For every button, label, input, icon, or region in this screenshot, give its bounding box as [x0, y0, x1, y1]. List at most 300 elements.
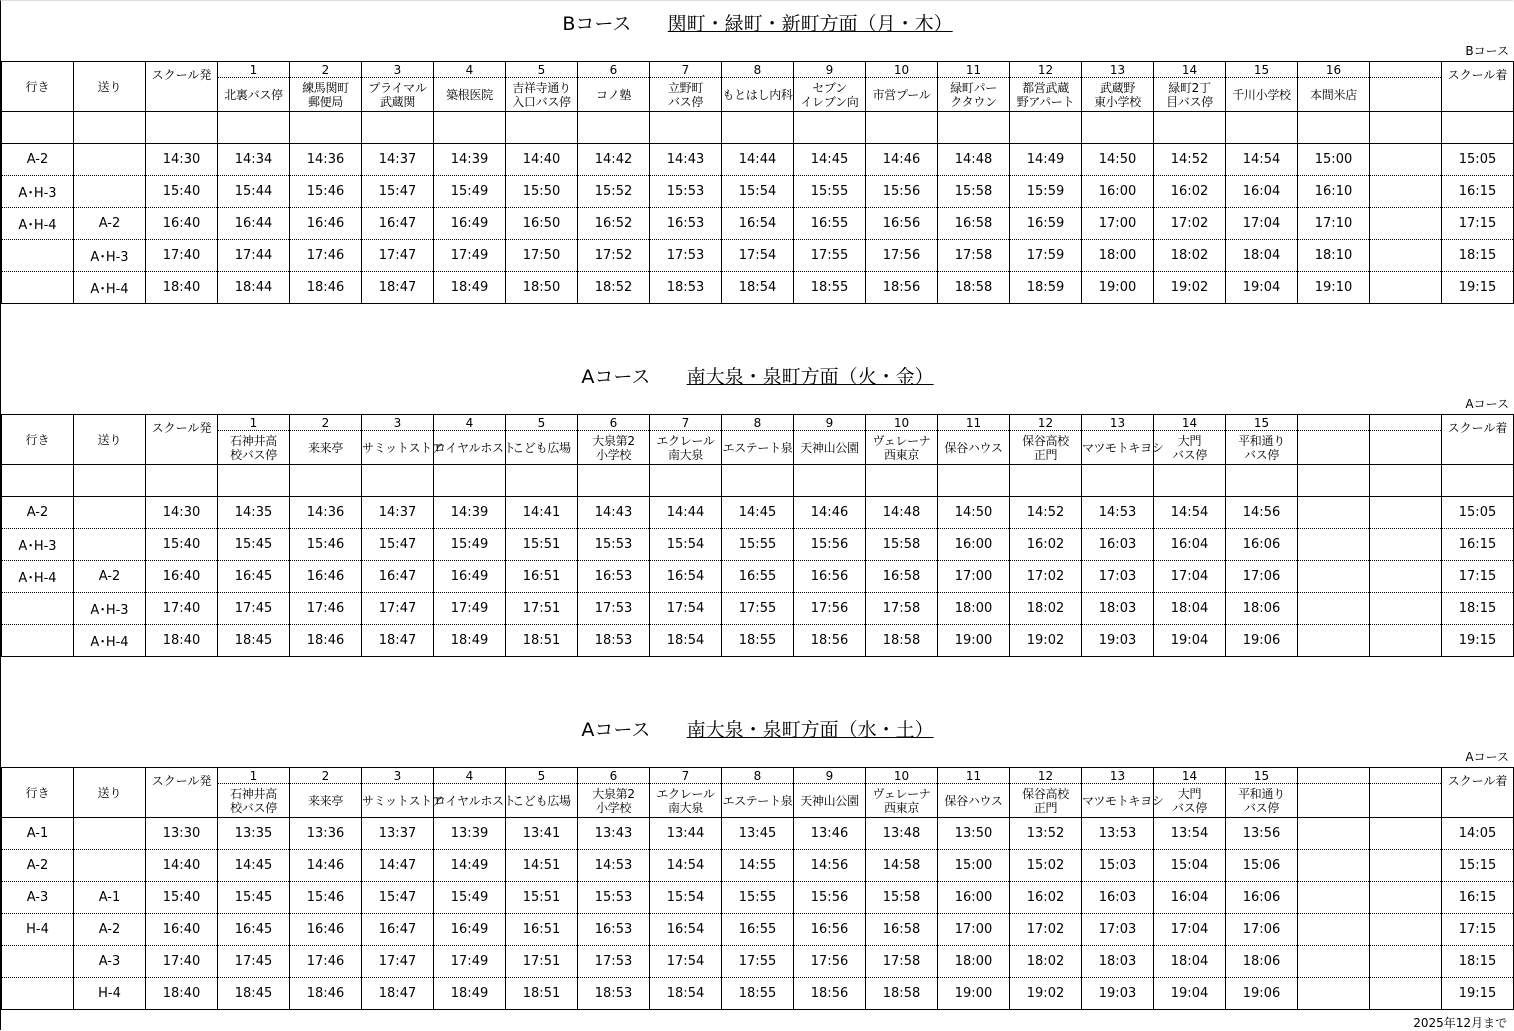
- stop-time-cell: 15:54: [650, 529, 722, 561]
- col-arrive-header: スクール着: [1442, 415, 1514, 465]
- stop-name: 来来亭: [290, 431, 362, 465]
- empty-cell: [1370, 112, 1442, 144]
- stop-number: 3: [362, 415, 434, 431]
- stop-time-cell: 16:00: [938, 529, 1010, 561]
- stop-time-cell: 18:49: [434, 272, 506, 304]
- stop-time-cell: 17:53: [578, 593, 650, 625]
- stop-time-cell: 17:47: [362, 240, 434, 272]
- stop-time-cell: 18:50: [506, 272, 578, 304]
- empty-cell: [794, 112, 866, 144]
- stop-time-cell: 16:51: [506, 561, 578, 593]
- header-row-numbers: [2, 415, 1514, 431]
- stop-time-cell: 17:55: [794, 240, 866, 272]
- stop-name: マツモトキヨシ: [1082, 784, 1154, 818]
- stop-time-cell: 18:47: [362, 272, 434, 304]
- empty-cell: [650, 112, 722, 144]
- send-cell: A･H-3: [74, 593, 146, 625]
- stop-name: サミットストア: [362, 784, 434, 818]
- empty-cell: [74, 112, 146, 144]
- stop-time-cell: 16:54: [650, 561, 722, 593]
- go-cell: A-2: [2, 497, 74, 529]
- arrive-time-cell: 19:15: [1442, 978, 1514, 1010]
- send-cell: A-2: [74, 561, 146, 593]
- stop-time-cell: 15:56: [794, 529, 866, 561]
- stop-time-cell: 16:54: [722, 208, 794, 240]
- table-row: [2, 240, 1514, 272]
- stop-time-cell: 19:00: [938, 978, 1010, 1010]
- stop-time-cell: 18:58: [938, 272, 1010, 304]
- stop-time-cell: 16:49: [434, 561, 506, 593]
- go-cell: [2, 625, 74, 657]
- stop-number: 1: [218, 768, 290, 784]
- stop-time-cell: [1370, 529, 1442, 561]
- stop-time-cell: 14:46: [794, 497, 866, 529]
- stop-time-cell: [1370, 176, 1442, 208]
- empty-cell: [866, 465, 938, 497]
- stop-time-cell: 15:47: [362, 882, 434, 914]
- stop-number: 11: [938, 768, 1010, 784]
- arrive-time-cell: 15:05: [1442, 144, 1514, 176]
- stop-name: プライマル 武蔵関: [362, 78, 434, 112]
- stop-number: 12: [1010, 768, 1082, 784]
- stop-time-cell: 16:45: [218, 561, 290, 593]
- stop-name: エクレール 南大泉: [650, 784, 722, 818]
- stop-number: 7: [650, 768, 722, 784]
- stop-time-cell: 14:44: [650, 497, 722, 529]
- stop-time-cell: 17:54: [722, 240, 794, 272]
- stop-name: セブン イレブン向: [794, 78, 866, 112]
- go-cell: [2, 978, 74, 1010]
- stop-name: [1370, 784, 1442, 818]
- stop-name: 天神山公園: [794, 784, 866, 818]
- empty-cell: [218, 112, 290, 144]
- empty-cell: [1010, 112, 1082, 144]
- stop-time-cell: 18:06: [1226, 593, 1298, 625]
- arrive-time-cell: 14:05: [1442, 818, 1514, 850]
- stop-time-cell: [1370, 561, 1442, 593]
- stop-time-cell: [1370, 818, 1442, 850]
- depart-time-cell: 14:30: [146, 144, 218, 176]
- stop-time-cell: 14:54: [1226, 144, 1298, 176]
- stop-name: 千川小学校: [1226, 78, 1298, 112]
- arrive-time-cell: 17:15: [1442, 208, 1514, 240]
- stop-time-cell: 19:03: [1082, 625, 1154, 657]
- course-name: Aコース: [581, 366, 651, 388]
- stop-name: 大泉第2 小学校: [578, 431, 650, 465]
- table-row: [2, 978, 1514, 1010]
- stop-number: 4: [434, 62, 506, 78]
- table-row: [2, 497, 1514, 529]
- stop-number: 3: [362, 768, 434, 784]
- stop-time-cell: 17:54: [650, 593, 722, 625]
- send-cell: A-3: [74, 946, 146, 978]
- send-cell: A-1: [74, 882, 146, 914]
- stop-time-cell: 17:06: [1226, 561, 1298, 593]
- stop-time-cell: 14:39: [434, 497, 506, 529]
- stop-time-cell: 15:53: [578, 882, 650, 914]
- stop-time-cell: 16:52: [578, 208, 650, 240]
- stop-name: 保谷ハウス: [938, 784, 1010, 818]
- stop-time-cell: 18:04: [1226, 240, 1298, 272]
- validity-note: 2025年12月まで: [1413, 1016, 1507, 1030]
- stop-name: 築根医院: [434, 78, 506, 112]
- stop-time-cell: 15:58: [866, 529, 938, 561]
- stop-time-cell: [1298, 593, 1370, 625]
- stop-time-cell: [1370, 850, 1442, 882]
- stop-number: 8: [722, 768, 794, 784]
- stop-time-cell: 14:46: [290, 850, 362, 882]
- arrive-time-cell: 17:15: [1442, 561, 1514, 593]
- stop-time-cell: 14:50: [1082, 144, 1154, 176]
- stop-time-cell: [1298, 529, 1370, 561]
- stop-time-cell: 14:36: [290, 497, 362, 529]
- empty-cell: [1154, 465, 1226, 497]
- col-send-header: 送り: [74, 415, 146, 465]
- stop-time-cell: [1298, 818, 1370, 850]
- empty-cell: [1370, 465, 1442, 497]
- table-row: [2, 882, 1514, 914]
- stop-number: 10: [866, 415, 938, 431]
- stop-time-cell: [1370, 946, 1442, 978]
- arrive-time-cell: 18:15: [1442, 593, 1514, 625]
- stop-time-cell: 14:37: [362, 497, 434, 529]
- table-row: [2, 208, 1514, 240]
- stop-time-cell: 13:45: [722, 818, 794, 850]
- stop-time-cell: 19:06: [1226, 978, 1298, 1010]
- stop-time-cell: 17:59: [1010, 240, 1082, 272]
- empty-cell: [1082, 465, 1154, 497]
- stop-time-cell: 18:55: [722, 625, 794, 657]
- stop-number: 14: [1154, 415, 1226, 431]
- stop-time-cell: 18:54: [722, 272, 794, 304]
- stop-time-cell: 18:54: [650, 978, 722, 1010]
- stop-time-cell: [1370, 882, 1442, 914]
- stop-time-cell: 15:00: [1298, 144, 1370, 176]
- stop-number: 10: [866, 768, 938, 784]
- send-cell: [74, 176, 146, 208]
- send-cell: A･H-4: [74, 625, 146, 657]
- stop-time-cell: 15:46: [290, 882, 362, 914]
- stop-time-cell: 18:52: [578, 272, 650, 304]
- stop-time-cell: 18:49: [434, 978, 506, 1010]
- stop-time-cell: 16:46: [290, 914, 362, 946]
- stop-time-cell: 14:41: [506, 497, 578, 529]
- stop-name: [1298, 431, 1370, 465]
- stop-time-cell: 16:55: [794, 208, 866, 240]
- stop-time-cell: 13:35: [218, 818, 290, 850]
- arrive-time-cell: 19:15: [1442, 625, 1514, 657]
- stop-time-cell: 16:10: [1298, 176, 1370, 208]
- stop-time-cell: 14:53: [578, 850, 650, 882]
- empty-cell: [1226, 465, 1298, 497]
- depart-time-cell: 15:40: [146, 176, 218, 208]
- stop-time-cell: 19:04: [1226, 272, 1298, 304]
- col-depart-header: スクール発: [146, 62, 218, 112]
- stop-name: 北裏バス停: [218, 78, 290, 112]
- stop-time-cell: 16:04: [1154, 529, 1226, 561]
- col-send-header: 送り: [74, 62, 146, 112]
- stop-time-cell: 18:47: [362, 625, 434, 657]
- stop-time-cell: 13:54: [1154, 818, 1226, 850]
- stop-time-cell: 13:53: [1082, 818, 1154, 850]
- stop-time-cell: 17:51: [506, 593, 578, 625]
- stop-time-cell: 18:53: [650, 272, 722, 304]
- stop-time-cell: 16:47: [362, 208, 434, 240]
- stop-time-cell: 14:55: [722, 850, 794, 882]
- empty-cell: [938, 465, 1010, 497]
- depart-time-cell: 18:40: [146, 272, 218, 304]
- stop-time-cell: 15:49: [434, 176, 506, 208]
- stop-name: 平和通り バス停: [1226, 431, 1298, 465]
- arrive-time-cell: 17:15: [1442, 914, 1514, 946]
- stop-time-cell: 16:49: [434, 208, 506, 240]
- empty-cell: [1442, 465, 1514, 497]
- stop-name: 練馬関町 郵便局: [290, 78, 362, 112]
- stop-time-cell: 15:03: [1082, 850, 1154, 882]
- stop-number: 5: [506, 768, 578, 784]
- stop-time-cell: [1298, 978, 1370, 1010]
- stop-number: [1370, 415, 1442, 431]
- stop-time-cell: 16:53: [650, 208, 722, 240]
- stop-name: 来来亭: [290, 784, 362, 818]
- stop-time-cell: 15:02: [1010, 850, 1082, 882]
- stop-time-cell: 19:00: [1082, 272, 1154, 304]
- stop-time-cell: 16:00: [938, 882, 1010, 914]
- stop-name: 石神井高 校バス停: [218, 784, 290, 818]
- stop-time-cell: 17:54: [650, 946, 722, 978]
- stop-time-cell: 18:49: [434, 625, 506, 657]
- stop-time-cell: 16:55: [722, 561, 794, 593]
- send-cell: [74, 529, 146, 561]
- stop-time-cell: 16:02: [1010, 529, 1082, 561]
- stop-time-cell: 13:50: [938, 818, 1010, 850]
- stop-name: ヴェレーナ 西東京: [866, 431, 938, 465]
- stop-number: 8: [722, 62, 794, 78]
- stop-name: エステート泉: [722, 784, 794, 818]
- stop-number: 9: [794, 415, 866, 431]
- empty-cell: [2, 465, 74, 497]
- stop-time-cell: 15:51: [506, 882, 578, 914]
- depart-time-cell: 16:40: [146, 561, 218, 593]
- stop-number: 2: [290, 62, 362, 78]
- empty-cell: [578, 465, 650, 497]
- stop-time-cell: 19:02: [1010, 978, 1082, 1010]
- stop-time-cell: 14:45: [722, 497, 794, 529]
- stop-time-cell: 13:52: [1010, 818, 1082, 850]
- stop-number: 6: [578, 415, 650, 431]
- stop-time-cell: 14:50: [938, 497, 1010, 529]
- empty-cell: [578, 112, 650, 144]
- stop-time-cell: 14:47: [362, 850, 434, 882]
- stop-time-cell: [1370, 978, 1442, 1010]
- stop-name: 保谷高校 正門: [1010, 784, 1082, 818]
- stop-number: 1: [218, 415, 290, 431]
- stop-time-cell: 17:47: [362, 593, 434, 625]
- stop-number: 2: [290, 768, 362, 784]
- blank-row: [2, 465, 1514, 497]
- timetable-b: [1, 61, 1514, 304]
- table-row: [2, 818, 1514, 850]
- stop-time-cell: 14:46: [866, 144, 938, 176]
- table-row: [2, 593, 1514, 625]
- stop-time-cell: 18:56: [866, 272, 938, 304]
- stop-time-cell: 14:49: [1010, 144, 1082, 176]
- stop-time-cell: 18:00: [938, 593, 1010, 625]
- stop-time-cell: 16:44: [218, 208, 290, 240]
- table-row: [2, 914, 1514, 946]
- stop-name: 石神井高 校バス停: [218, 431, 290, 465]
- stop-number: 13: [1082, 768, 1154, 784]
- stop-time-cell: 18:06: [1226, 946, 1298, 978]
- depart-time-cell: 16:40: [146, 914, 218, 946]
- header-row-stops: [2, 431, 1514, 465]
- stop-time-cell: 15:59: [1010, 176, 1082, 208]
- stop-time-cell: 17:03: [1082, 914, 1154, 946]
- stop-time-cell: 17:02: [1010, 561, 1082, 593]
- stop-name: 吉祥寺通り 入口バス停: [506, 78, 578, 112]
- stop-time-cell: 17:46: [290, 593, 362, 625]
- stop-time-cell: 16:06: [1226, 529, 1298, 561]
- stop-time-cell: 17:56: [794, 593, 866, 625]
- stop-name: [1370, 78, 1442, 112]
- stop-time-cell: 19:04: [1154, 625, 1226, 657]
- col-depart-header: スクール発: [146, 415, 218, 465]
- empty-cell: [1082, 112, 1154, 144]
- stop-time-cell: 17:44: [218, 240, 290, 272]
- stop-time-cell: [1370, 240, 1442, 272]
- stop-number: 4: [434, 415, 506, 431]
- stop-time-cell: 18:46: [290, 272, 362, 304]
- stop-time-cell: 14:58: [866, 850, 938, 882]
- stop-time-cell: 15:56: [794, 882, 866, 914]
- depart-time-cell: 17:40: [146, 946, 218, 978]
- stop-time-cell: 13:48: [866, 818, 938, 850]
- stop-time-cell: 16:55: [722, 914, 794, 946]
- table-row: [2, 946, 1514, 978]
- stop-name: 本間米店: [1298, 78, 1370, 112]
- stop-time-cell: 14:56: [794, 850, 866, 882]
- stop-time-cell: 16:47: [362, 561, 434, 593]
- send-cell: A-2: [74, 914, 146, 946]
- stop-time-cell: 15:58: [938, 176, 1010, 208]
- stop-time-cell: 15:46: [290, 176, 362, 208]
- blank-row: [2, 112, 1514, 144]
- stop-time-cell: 13:46: [794, 818, 866, 850]
- stop-number: 8: [722, 415, 794, 431]
- empty-cell: [362, 112, 434, 144]
- stop-time-cell: 16:46: [290, 561, 362, 593]
- stop-time-cell: 18:46: [290, 625, 362, 657]
- stop-time-cell: 17:45: [218, 593, 290, 625]
- stop-number: 12: [1010, 415, 1082, 431]
- stop-time-cell: 18:03: [1082, 593, 1154, 625]
- stop-time-cell: 13:43: [578, 818, 650, 850]
- arrive-time-cell: 19:15: [1442, 272, 1514, 304]
- stop-time-cell: 13:36: [290, 818, 362, 850]
- stop-time-cell: [1370, 272, 1442, 304]
- stop-time-cell: 16:53: [578, 914, 650, 946]
- stop-time-cell: 17:56: [794, 946, 866, 978]
- stop-time-cell: 14:43: [650, 144, 722, 176]
- arrive-time-cell: 16:15: [1442, 882, 1514, 914]
- course-destination: 南大泉・泉町方面（火・金）: [686, 366, 934, 388]
- stop-time-cell: 14:52: [1154, 144, 1226, 176]
- stop-time-cell: 15:55: [722, 529, 794, 561]
- stop-time-cell: 15:45: [218, 882, 290, 914]
- stop-time-cell: [1370, 208, 1442, 240]
- depart-time-cell: 17:40: [146, 593, 218, 625]
- depart-time-cell: 15:40: [146, 529, 218, 561]
- stop-time-cell: 16:58: [866, 561, 938, 593]
- stop-time-cell: 17:00: [938, 914, 1010, 946]
- stop-time-cell: 18:45: [218, 978, 290, 1010]
- stop-number: 11: [938, 62, 1010, 78]
- empty-cell: [1010, 465, 1082, 497]
- go-cell: A･H-3: [2, 176, 74, 208]
- stop-name: 武蔵野 東小学校: [1082, 78, 1154, 112]
- go-cell: A･H-4: [2, 208, 74, 240]
- empty-cell: [74, 465, 146, 497]
- stop-name: ヴェレーナ 西東京: [866, 784, 938, 818]
- stop-time-cell: 15:56: [866, 176, 938, 208]
- stop-time-cell: 17:53: [650, 240, 722, 272]
- header-row-numbers: [2, 768, 1514, 784]
- stop-time-cell: 13:41: [506, 818, 578, 850]
- stop-number: 11: [938, 415, 1010, 431]
- send-cell: H-4: [74, 978, 146, 1010]
- stop-number: 13: [1082, 415, 1154, 431]
- stop-time-cell: 15:55: [722, 882, 794, 914]
- col-arrive-header: スクール着: [1442, 768, 1514, 818]
- go-cell: H-4: [2, 914, 74, 946]
- course-tag: Bコース: [1465, 44, 1509, 58]
- send-cell: A･H-3: [74, 240, 146, 272]
- stop-time-cell: 19:04: [1154, 978, 1226, 1010]
- stop-name: こども広場: [506, 431, 578, 465]
- stop-name: 立野町 バス停: [650, 78, 722, 112]
- col-go-header: 行き: [2, 415, 74, 465]
- stop-time-cell: 16:02: [1010, 882, 1082, 914]
- stop-time-cell: 14:53: [1082, 497, 1154, 529]
- stop-time-cell: 19:02: [1154, 272, 1226, 304]
- stop-time-cell: 18:53: [578, 625, 650, 657]
- stop-name: 都営武蔵 野アパート: [1010, 78, 1082, 112]
- go-cell: A-2: [2, 144, 74, 176]
- depart-time-cell: 16:40: [146, 208, 218, 240]
- col-depart-header: スクール発: [146, 768, 218, 818]
- stop-time-cell: 16:59: [1010, 208, 1082, 240]
- stop-time-cell: 18:56: [794, 978, 866, 1010]
- stop-time-cell: 17:50: [506, 240, 578, 272]
- stop-time-cell: 15:58: [866, 882, 938, 914]
- empty-cell: [1226, 112, 1298, 144]
- stop-name: 大門 バス停: [1154, 431, 1226, 465]
- depart-time-cell: 18:40: [146, 978, 218, 1010]
- empty-cell: [146, 112, 218, 144]
- stop-time-cell: 17:58: [866, 946, 938, 978]
- go-cell: [2, 593, 74, 625]
- stop-time-cell: 14:54: [1154, 497, 1226, 529]
- arrive-time-cell: 16:15: [1442, 176, 1514, 208]
- stop-time-cell: 18:04: [1154, 946, 1226, 978]
- stop-number: 10: [866, 62, 938, 78]
- empty-cell: [290, 112, 362, 144]
- go-cell: A･H-4: [2, 561, 74, 593]
- stop-time-cell: 14:56: [1226, 497, 1298, 529]
- stop-name: ロイヤルホスト: [434, 784, 506, 818]
- stop-number: 16: [1298, 62, 1370, 78]
- stop-time-cell: 17:04: [1226, 208, 1298, 240]
